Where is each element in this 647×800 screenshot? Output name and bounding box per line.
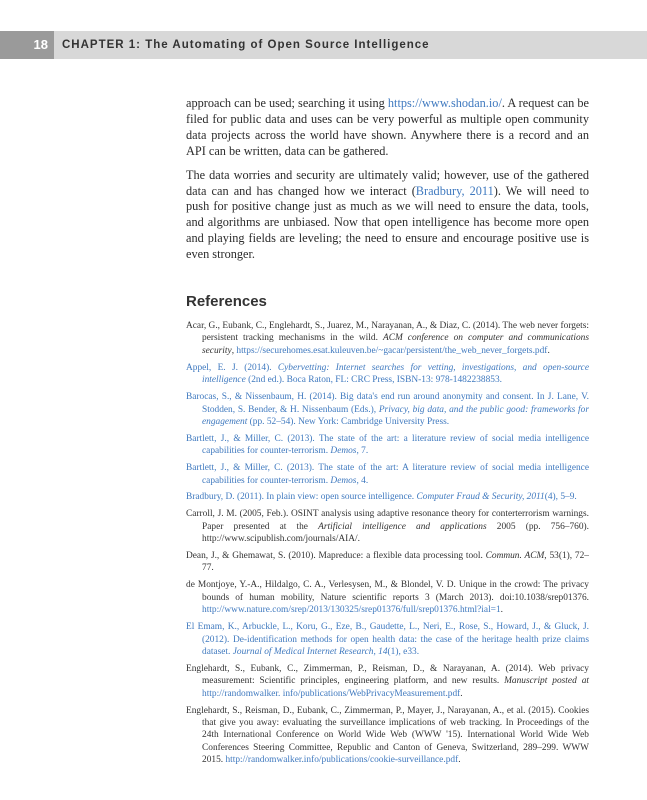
reference-item[interactable] [186,433,589,458]
ref-source: Commun. ACM [485,551,545,562]
ref-source: Journal of Medical Internet Research, 14 [232,646,388,657]
ref-source: ACM conference on computer and communications security [202,333,590,356]
page-number: 18 [0,31,54,59]
reference-link[interactable]: http://randomwalker.info/publications/cookie-surveillance.pdf [225,755,459,766]
ref-text: Appel, E. J. (2014). [186,362,278,373]
ref-text: Bartlett, J., & Miller, C. (2013). The state of the art: a literature review of social media intelligence capabilities for counter-terrorism. [186,433,589,457]
ref-source: Privacy, big data, and the public good: frameworks for engagement [202,404,590,427]
reference-item [186,579,589,616]
ref-text: . [460,688,463,699]
body-paragraph [186,96,589,160]
ref-text: (4), 5–9. [544,492,577,503]
reference-item[interactable] [186,491,589,503]
ref-text: 2005 (pp. 756–760). http://www.scipublish.com/journals/AIA/. [202,521,589,545]
ref-text: El Emam, K., Arbuckle, L., Koru, G., Eze, B., Gaudette, L., Neri, E., Rose, S., Howard, J., & Gluck, J. (2012). De-identification methods for open health data: the case of the heritage health prize claims dataset. [186,622,589,657]
ref-text: Englehardt, S., Reisman, D., Eubank, C., Zimmerman, P., Mayer, J., Narayanan, A., et al. (2015). Cookies that give you away: evaluating the surveillance implications of web tracking. In Proceedings of the 24th International Conference on World Wide Web (WWW '15). International World Wide Web Conferences Steering Committee, Republic and Canton of Geneva, Switzerland, 289–299. WWW 2015. [186,705,589,766]
ref-source: Demos [330,446,357,457]
ref-source: Cybervetting: Internet searches for vetting, investigations, and open-source intelligence [202,362,589,386]
reference-item[interactable] [186,391,589,428]
reference-item[interactable] [186,462,589,487]
ref-text: Dean, J., & Ghemawat, S. (2010). Mapreduce: a flexible data processing tool. [186,551,486,562]
body-paragraph [186,168,589,263]
ref-text: de Montjoye, Y.-A., Hildalgo, C. A., Verlesysen, M., & Blondel, V. D. Unique in the crowd: The privacy bounds of human mobility, Nature scientific reports 3 (March 2013). doi:10.1038/srep01376. [186,580,589,603]
chapter-title: CHAPTER 1: The Automating of Open Source Intelligence [62,39,430,51]
ref-text: , 7. [356,446,369,457]
reference-link[interactable]: http://www.nature.com/srep/2013/130325/srep01376/full/srep01376.html?ial=1 [202,605,501,616]
ref-source: Manuscript posted at [504,676,589,687]
ref-text: , [231,345,237,356]
ref-text: Carroll, J. M. (2005, Feb.). OSINT analysis using adaptive resonance theory for conterterrorism warnings. Paper presented at the [186,509,589,532]
reference-item [186,705,589,767]
paragraph-text: The data worries and security are ultimately valid; however, use of the gathered data can and has changed how we interact ( [186,167,589,198]
reference-item [186,550,589,575]
ref-source: Artificial intelligence and applications [318,521,487,532]
reference-link[interactable]: https://securehomes.esat.kuleuven.be/~gacar/persistent/the_web_never_forgets.pdf [236,345,548,356]
ref-text: . [547,345,550,356]
paragraph-text: . A request can be filed for public data and uses can be very powerful as multiple open community data projects across the world have shown. Anywhere there is a record and an API can be written, data can be gathered. [186,96,589,158]
reference-item [186,320,589,357]
reference-item [186,508,589,545]
paragraph-text: ). We will need to push for positive change just as much as we will need to ensure the data, tools, and algorithms are unbiased. Now that open intelligence has become more open and playing fields are leveling; the need to ensure and encourage positive use is even stronger. [186,183,590,262]
ref-source: Computer Fraud & Security, 2011 [416,492,545,503]
ref-text: Englehardt, S., Eubank, C., Zimmerman, P., Reisman, D., & Narayanan, A. (2014). Web privacy measurement: Scientific principles, engineering platform, and new results. [186,663,589,687]
ref-text: Bartlett, J., & Miller, C. (2013). The state of the art: A literature review of social media intelligence capabilities for counter-terrorism. [186,463,589,486]
paragraph-text: approach can be used; searching it using [186,96,388,110]
reference-item[interactable] [186,621,589,658]
ref-text: Barocas, S., & Nissenbaum, H. (2014). Big data's end run around anonymity and consent. In J. Lane, V. Stodden, S. Bender, & H. Nissenbaum (Eds.), [186,392,589,415]
reference-item [186,663,589,700]
citation-link[interactable]: Bradbury, 2011 [415,183,494,198]
reference-item[interactable] [186,362,589,387]
page-content [186,96,589,771]
reference-link[interactable]: http://randomwalker. info/publications/WebPrivacyMeasurement.pdf [202,688,461,699]
ref-text: (2nd ed.). Boca Raton, FL: CRC Press, ISBN-13: 978-1482238853. [245,375,502,386]
ref-text: . [500,605,503,616]
ref-text: , 4. [356,475,369,486]
ref-text: Bradbury, D. (2011). In plain view: open source intelligence. [186,492,417,503]
ref-text: (pp. 52–54). New York: Cambridge University Press. [247,416,450,427]
running-header [0,31,647,59]
ref-text: Acar, G., Eubank, C., Englehardt, S., Juarez, M., Narayanan, A., & Diaz, C. (2014). The web never forgets: persistent tracking mechanisms in the wild. [186,321,589,344]
ref-text: , 53(1), 72–77. [202,551,589,574]
references-heading: References [186,293,267,311]
ref-text: . [458,755,461,766]
ref-text: (1), e33. [387,646,420,657]
ref-source: Demos [330,475,357,486]
shodan-link[interactable]: https://www.shodan.io/ [387,96,502,110]
